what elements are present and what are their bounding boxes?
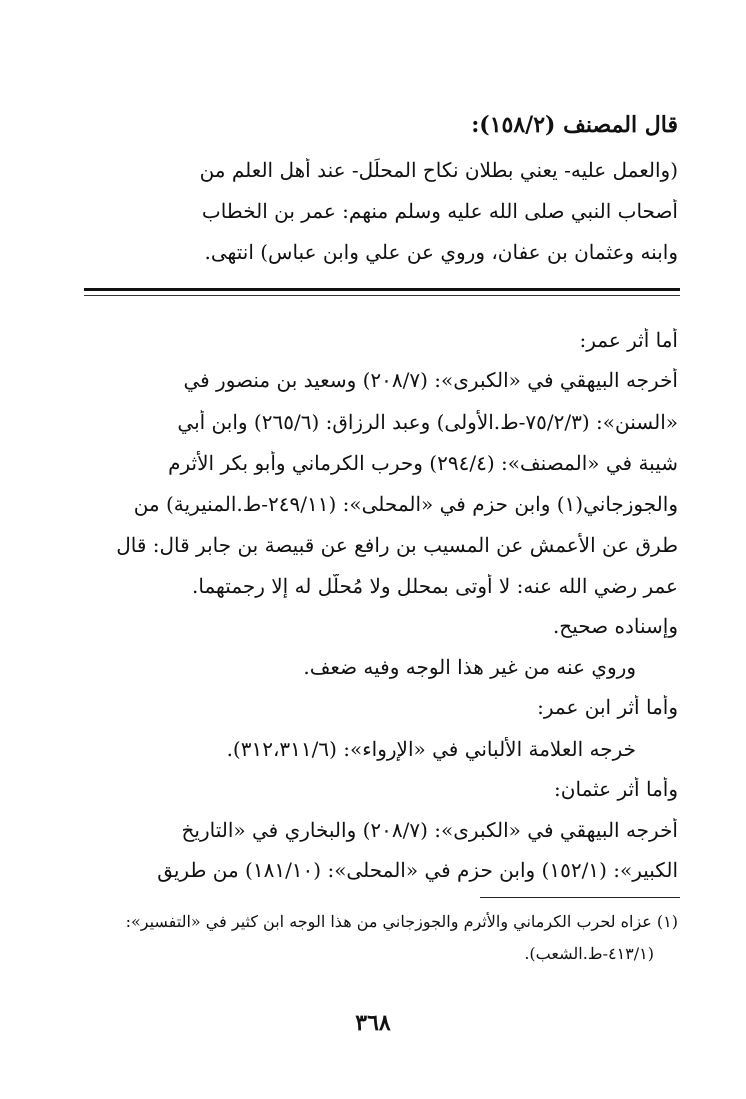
- body-line-2: أخرجه البيهقي في «الكبرى»: (٢٠٨/٧) وسعيد بن منصور في: [183, 368, 678, 392]
- body-line-11: خرجه العلامة الألباني في «الإرواء»: (٣١٢،٣١١/٦).: [226, 737, 636, 761]
- body-line-9: وروي عنه من غير هذا الوجه وفيه ضعف.: [303, 655, 636, 679]
- body-line-7: عمر رضي الله عنه: لا أوتى بمحللٍ ولا مُحلَّلٍ له إلا رجمتهما.: [192, 574, 678, 598]
- footnote-divider: [480, 897, 680, 898]
- body-line-10: وأما أثر ابن عمر:: [537, 695, 678, 719]
- body-line-1: أما أثر عمر:: [579, 328, 678, 352]
- section-divider-thin: [84, 295, 680, 296]
- body-line-12: وأما أثر عثمان:: [554, 777, 678, 801]
- section-divider-thick: [84, 288, 680, 291]
- body-line-3: «السنن»: (٧٥/٢/٣-ط.الأولى) وعبد الرزاق: (٢٦٥/٦) وابن أبي: [177, 410, 678, 434]
- footnote-line-2: (٤١٣/١-ط.الشعب).: [524, 944, 654, 963]
- quote-line-3: وابنه وعثمان بن عفان، وروي عن علي وابن عباس) انتهى.: [204, 240, 678, 264]
- body-line-14: الكبير»: (١٥٢/١) وابن حزم في «المحلى»: (١٨١/١٠) من طريق: [157, 858, 678, 882]
- footnote-line-1: (١) عزاه لحرب الكرماني والأثرم والجوزجاني من هذا الوجه ابن كثير في «التفسير»:: [125, 912, 678, 931]
- page-number: ٣٦٨: [355, 1010, 391, 1036]
- body-line-6: طرق عن الأعمش عن المسيب بن رافع عن قبيصة بن جابر قال: قال: [116, 533, 678, 557]
- section-heading: قال المصنف (١٥٨/٢):: [471, 112, 678, 138]
- quote-line-2: أصحاب النبي صلى الله عليه وسلم منهم: عمر بن الخطاب: [201, 199, 678, 223]
- body-line-8: وإسناده صحيح.: [552, 614, 678, 638]
- body-line-4: شيبة في «المصنف»: (٢٩٤/٤) وحرب الكرماني وأبو بكر الأثرم: [168, 451, 678, 475]
- body-line-13: أخرجه البيهقي في «الكبرى»: (٢٠٨/٧) والبخاري في «التاريخ: [181, 818, 678, 842]
- quote-line-1: (والعمل عليه- يعني بطلان نكاح المحلِّل- عند أهل العلم من: [199, 158, 678, 182]
- body-line-5: والجوزجاني(١) وابن حزم في «المحلى»: (٢٤٩/١١-ط.المنيرية) من: [133, 492, 678, 516]
